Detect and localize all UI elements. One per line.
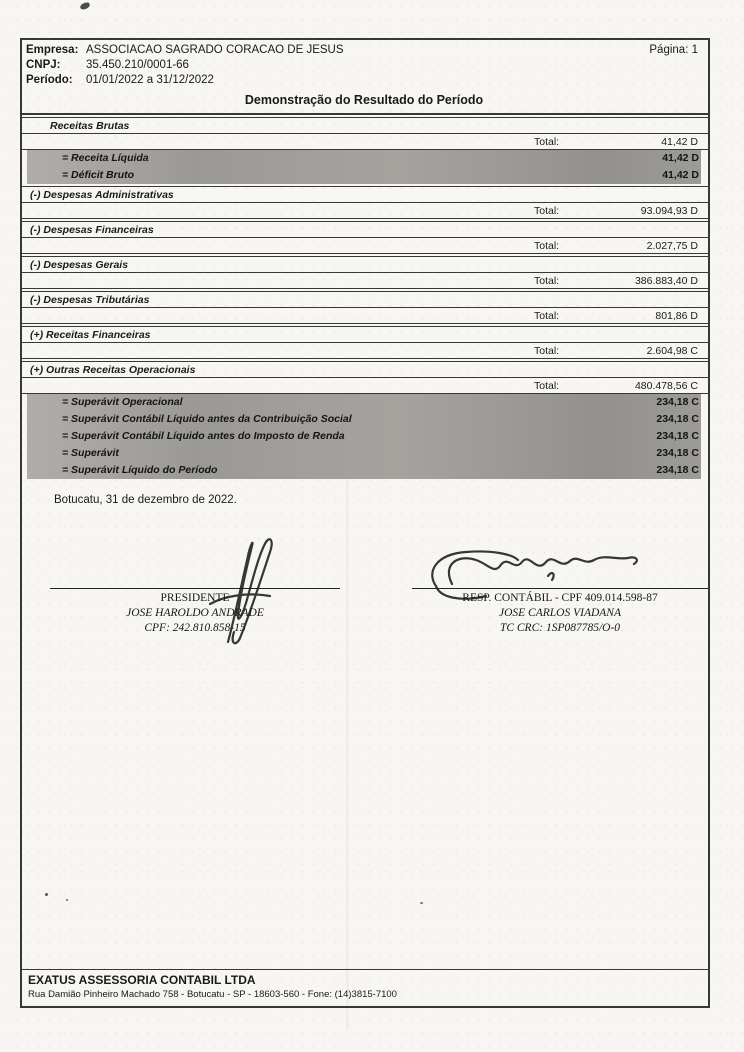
header-row-periodo bbox=[26, 73, 702, 88]
section-label: (+) Outras Receitas Operacionais bbox=[30, 364, 196, 376]
empresa-value: ASSOCIACAO SAGRADO CORACAO DE JESUS bbox=[86, 44, 344, 56]
result-row bbox=[27, 167, 701, 184]
cnpj-label: CNPJ: bbox=[26, 59, 61, 71]
section-label: (-) Despesas Tributárias bbox=[30, 294, 150, 306]
total-label: Total: bbox=[534, 240, 560, 252]
result-value: 234,18 C bbox=[656, 413, 699, 425]
result-value: 234,18 C bbox=[656, 430, 699, 442]
result-label: = Receita Líquida bbox=[62, 152, 149, 164]
result-row bbox=[27, 428, 701, 445]
section-row bbox=[22, 186, 708, 203]
total-value: 386.883,40 D bbox=[634, 275, 698, 287]
document-frame bbox=[20, 38, 710, 1008]
signature-left-cpf: CPF: 242.810.858-15 bbox=[144, 622, 246, 634]
total-label: Total: bbox=[534, 345, 560, 357]
signature-right-role: RESP. CONTÁBIL - CPF 409.014.598-87 bbox=[462, 592, 658, 604]
section-row bbox=[22, 361, 708, 378]
result-value: 41,42 D bbox=[662, 169, 699, 181]
result-row bbox=[27, 445, 701, 462]
total-label: Total: bbox=[534, 205, 560, 217]
section-label: (+) Receitas Financeiras bbox=[30, 329, 151, 341]
total-label: Total: bbox=[534, 310, 560, 322]
page-number: Página: 1 bbox=[649, 44, 698, 56]
signature-left-name: JOSE HAROLDO ANDRADE bbox=[126, 607, 264, 619]
total-value: 93.094,93 D bbox=[640, 205, 698, 217]
total-row bbox=[22, 378, 708, 394]
result-row bbox=[27, 411, 701, 428]
result-row bbox=[27, 150, 701, 167]
result-label: = Superávit Operacional bbox=[62, 396, 183, 408]
total-value: 41,42 D bbox=[661, 136, 698, 148]
total-value: 801,86 D bbox=[655, 310, 698, 322]
total-label: Total: bbox=[534, 380, 560, 392]
result-label: = Superávit bbox=[62, 447, 119, 459]
result-row bbox=[27, 462, 701, 479]
signature-president bbox=[50, 540, 340, 636]
section-row bbox=[22, 326, 708, 343]
cnpj-value: 35.450.210/0001-66 bbox=[86, 59, 189, 71]
signature-left-role: PRESIDENTE bbox=[160, 592, 230, 604]
signature-line-right bbox=[412, 588, 708, 589]
report-title: Demonstração do Resultado do Período bbox=[244, 93, 484, 107]
result-row bbox=[27, 394, 701, 411]
header-row-cnpj bbox=[26, 58, 702, 73]
total-value: 2.604,98 C bbox=[646, 345, 698, 357]
signature-right-name: JOSE CARLOS VIADANA bbox=[498, 607, 621, 619]
section-row bbox=[22, 117, 708, 134]
section-row bbox=[22, 221, 708, 238]
total-row bbox=[22, 343, 708, 359]
header-row-empresa bbox=[26, 43, 702, 58]
result-value: 234,18 C bbox=[656, 464, 699, 476]
total-value: 2.027,75 D bbox=[646, 240, 698, 252]
section-label: (-) Despesas Administrativas bbox=[30, 189, 174, 201]
section-label: (-) Despesas Financeiras bbox=[30, 224, 154, 236]
total-row bbox=[22, 203, 708, 219]
total-value: 480.478,56 C bbox=[634, 380, 698, 392]
result-label: = Superávit Contábil Líquido antes da Contribuição Social bbox=[62, 413, 352, 425]
signature-right-crc: TC CRC: 1SP087785/O-0 bbox=[499, 622, 621, 634]
total-label: Total: bbox=[534, 136, 560, 148]
section-row bbox=[22, 256, 708, 273]
document-footer bbox=[22, 969, 708, 1006]
result-value: 234,18 C bbox=[656, 396, 699, 408]
result-label: = Superávit Contábil Líquido antes do Imposto de Renda bbox=[62, 430, 345, 442]
footer-address: Rua Damião Pinheiro Machado 758 - Botucatu - SP - 18603-560 - Fone: (14)3815-7100 bbox=[28, 989, 397, 1000]
signature-line-left bbox=[50, 588, 340, 589]
date-line: Botucatu, 31 de dezembro de 2022. bbox=[54, 494, 237, 506]
empresa-label: Empresa: bbox=[26, 44, 79, 56]
total-row bbox=[22, 273, 708, 289]
footer-company-name: EXATUS ASSESSORIA CONTABIL LTDA bbox=[28, 973, 256, 987]
total-row bbox=[22, 238, 708, 254]
total-label: Total: bbox=[534, 275, 560, 287]
section-row bbox=[22, 291, 708, 308]
periodo-value: 01/01/2022 a 31/12/2022 bbox=[86, 74, 214, 86]
signature-block bbox=[22, 540, 708, 670]
result-label: = Déficit Bruto bbox=[62, 169, 135, 181]
document-header bbox=[22, 40, 708, 115]
section-label: Receitas Brutas bbox=[50, 120, 130, 132]
signature-accountant bbox=[412, 540, 708, 636]
section-label: (-) Despesas Gerais bbox=[30, 259, 129, 271]
total-row bbox=[22, 308, 708, 324]
result-value: 234,18 C bbox=[656, 447, 699, 459]
signature-space bbox=[412, 540, 708, 588]
result-label: = Superávit Líquido do Período bbox=[62, 464, 218, 476]
total-row bbox=[22, 134, 708, 150]
scan-artifact-blob bbox=[79, 1, 90, 10]
periodo-label: Período: bbox=[26, 74, 73, 86]
result-value: 41,42 D bbox=[662, 152, 699, 164]
statement-rows bbox=[22, 117, 708, 479]
signature-space bbox=[50, 540, 340, 588]
